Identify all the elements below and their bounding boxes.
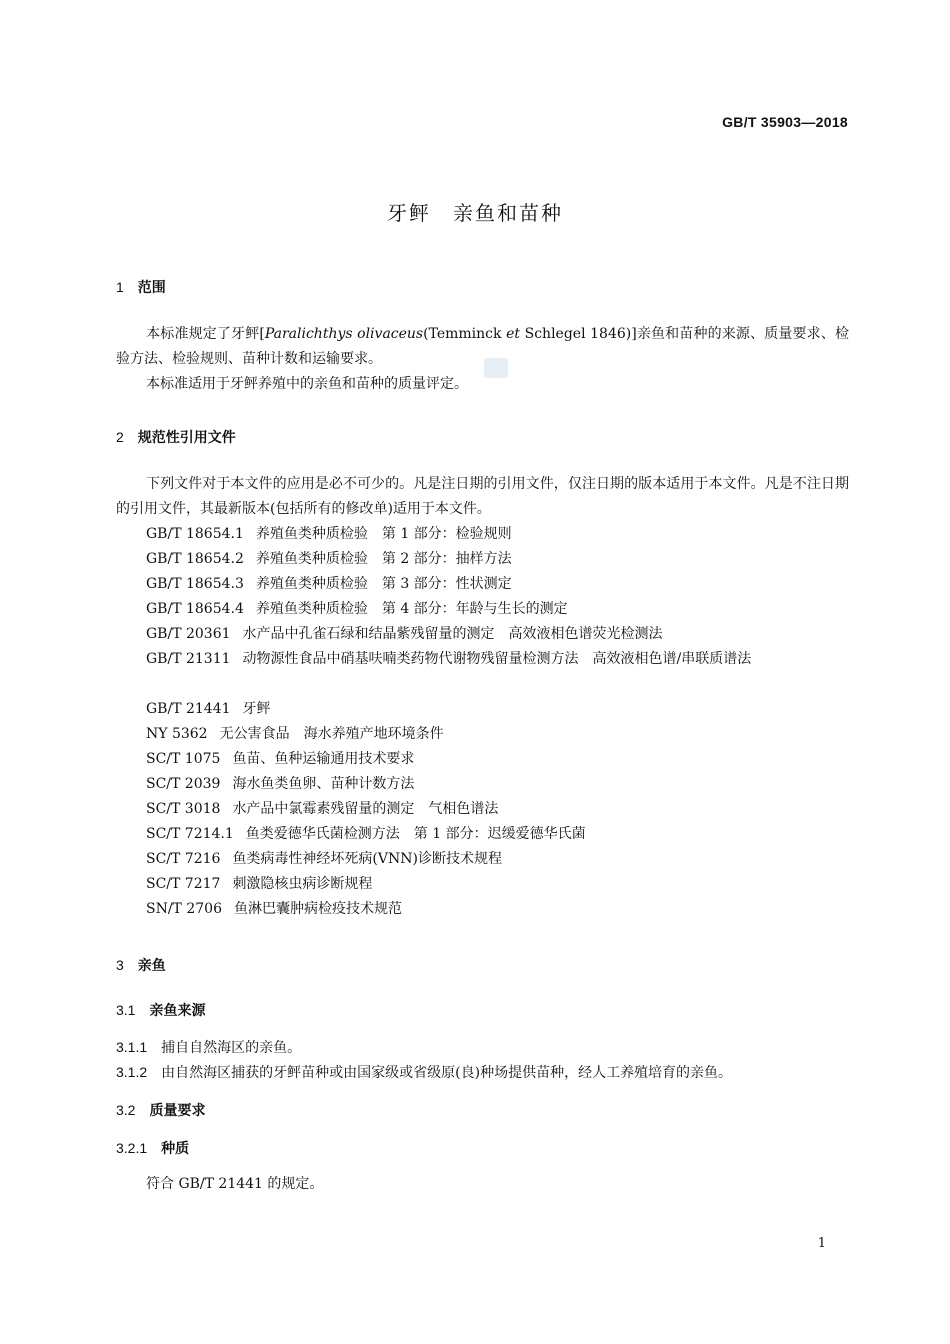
references-intro-text: 下列文件对于本文件的应用是必不可少的。凡是注日期的引用文件，仅注日期的版本适用于本文件。凡是不注日期的引用文件，其最新版本(包括所有的修改单)适用于本文件。 xyxy=(116,476,849,517)
scope-et: et xyxy=(506,326,521,342)
reference-title: 水产品中孔雀石绿和结晶紫残留量的测定 高效液相色谱荧光检测法 xyxy=(242,626,663,642)
reference-title: 海水鱼类鱼卵、苗种计数方法 xyxy=(232,776,415,792)
reference-code: GB/T 18654.2 xyxy=(146,551,244,567)
reference-item xyxy=(146,697,271,722)
section-title: 范围 xyxy=(137,280,166,296)
reference-item xyxy=(116,647,849,672)
reference-title: 养殖鱼类种质检验 第 3 部分：性状测定 xyxy=(255,576,512,592)
section-title: 亲鱼来源 xyxy=(149,1003,206,1019)
section-number: 3.2 xyxy=(116,1102,136,1118)
reference-code: GB/T 20361 xyxy=(146,626,231,642)
clause-text: 由自然海区捕获的牙鲆苗种或由国家级或省级原(良)种场提供苗种，经人工养殖培育的亲鱼。 xyxy=(161,1065,733,1081)
section-3-2-heading xyxy=(116,1100,205,1120)
section-number: 2 xyxy=(116,429,124,445)
reference-code: GB/T 18654.1 xyxy=(146,526,244,542)
reference-code: GB/T 18654.4 xyxy=(146,601,244,617)
reference-title: 养殖鱼类种质检验 第 2 部分：抽样方法 xyxy=(255,551,512,567)
reference-code: GB/T 21441 xyxy=(146,701,231,717)
reference-title: 鱼类爱德华氏菌检测方法 第 1 部分：迟缓爱德华氏菌 xyxy=(245,826,586,842)
reference-item xyxy=(146,797,498,822)
reference-item xyxy=(146,772,414,797)
section-1-heading xyxy=(116,277,166,297)
scope-text-c: Schlegel 1846)]亲鱼和苗种的来源、质量要求、检验方法、检验规则、苗种计数和运输要求。 xyxy=(116,326,849,367)
reference-code: SN/T 2706 xyxy=(146,901,222,917)
reference-title: 无公害食品 海水养殖产地环境条件 xyxy=(219,726,444,742)
reference-item xyxy=(146,847,502,872)
reference-title: 鱼苗、鱼种运输通用技术要求 xyxy=(232,751,415,767)
reference-title: 养殖鱼类种质检验 第 4 部分：年龄与生长的测定 xyxy=(255,601,568,617)
clause-number: 3.1.2 xyxy=(116,1064,148,1080)
clause-3-1-1 xyxy=(116,1035,301,1061)
references-intro xyxy=(116,472,849,522)
section-number: 3.1 xyxy=(116,1002,136,1018)
reference-code: SC/T 7216 xyxy=(146,851,221,867)
reference-title: 牙鲆 xyxy=(242,701,271,717)
reference-code: SC/T 3018 xyxy=(146,801,221,817)
reference-title: 鱼淋巴囊肿病检疫技术规范 xyxy=(233,901,402,917)
scope-text-b: (Temminck xyxy=(423,326,507,342)
reference-code: SC/T 2039 xyxy=(146,776,221,792)
reference-title: 鱼类病毒性神经坏死病(VNN)诊断技术规程 xyxy=(232,851,502,867)
section-title: 种质 xyxy=(161,1141,190,1157)
reference-code: SC/T 7217 xyxy=(146,876,221,892)
section-number: 1 xyxy=(116,279,124,295)
species-name: Paralichthys olivaceus xyxy=(264,326,424,342)
clause-text: 捕自自然海区的亲鱼。 xyxy=(161,1040,302,1056)
reference-item xyxy=(146,597,568,622)
germplasm-text: 符合 GB/T 21441 的规定。 xyxy=(146,1176,324,1192)
scope-paragraph-2: 本标准适用于牙鲆养殖中的亲鱼和苗种的质量评定。 xyxy=(146,376,468,392)
reference-title: 刺激隐核虫病诊断规程 xyxy=(232,876,373,892)
section-number: 3 xyxy=(116,957,124,973)
clause-3-1-2 xyxy=(116,1060,732,1086)
reference-item xyxy=(146,822,586,847)
section-title: 亲鱼 xyxy=(137,958,166,974)
reference-code: NY 5362 xyxy=(146,726,208,742)
reference-code: GB/T 18654.3 xyxy=(146,576,244,592)
section-2-heading xyxy=(116,427,236,447)
clause-number: 3.1.1 xyxy=(116,1039,148,1055)
reference-code: GB/T 21311 xyxy=(146,651,231,667)
standard-number: GB/T 35903—2018 xyxy=(722,114,848,130)
reference-title: 动物源性食品中硝基呋喃类药物代谢物残留量检测方法 高效液相色谱/串联质谱法 xyxy=(242,651,752,667)
scope-paragraph-1 xyxy=(116,322,849,372)
document-title: 牙鲆 亲鱼和苗种 xyxy=(387,201,563,225)
section-title: 质量要求 xyxy=(149,1103,206,1119)
reference-code: SC/T 1075 xyxy=(146,751,221,767)
reference-code: SC/T 7214.1 xyxy=(146,826,234,842)
section-title: 规范性引用文件 xyxy=(137,430,236,446)
reference-title: 水产品中氯霉素残留量的测定 气相色谱法 xyxy=(232,801,499,817)
reference-item xyxy=(146,872,372,897)
scope-text-a: 本标准规定了牙鲆[ xyxy=(146,326,265,342)
page-number: 1 xyxy=(817,1236,826,1251)
reference-item xyxy=(146,547,512,572)
section-3-heading xyxy=(116,955,166,975)
section-3-2-1-heading xyxy=(116,1138,189,1158)
reference-title: 养殖鱼类种质检验 第 1 部分：检验规则 xyxy=(255,526,512,542)
reference-item xyxy=(146,897,402,922)
reference-item xyxy=(146,522,512,547)
reference-item xyxy=(146,722,444,747)
section-3-1-heading xyxy=(116,1000,205,1020)
section-number: 3.2.1 xyxy=(116,1140,148,1156)
reference-item xyxy=(146,747,414,772)
reference-item xyxy=(146,572,512,597)
reference-item xyxy=(146,622,663,647)
